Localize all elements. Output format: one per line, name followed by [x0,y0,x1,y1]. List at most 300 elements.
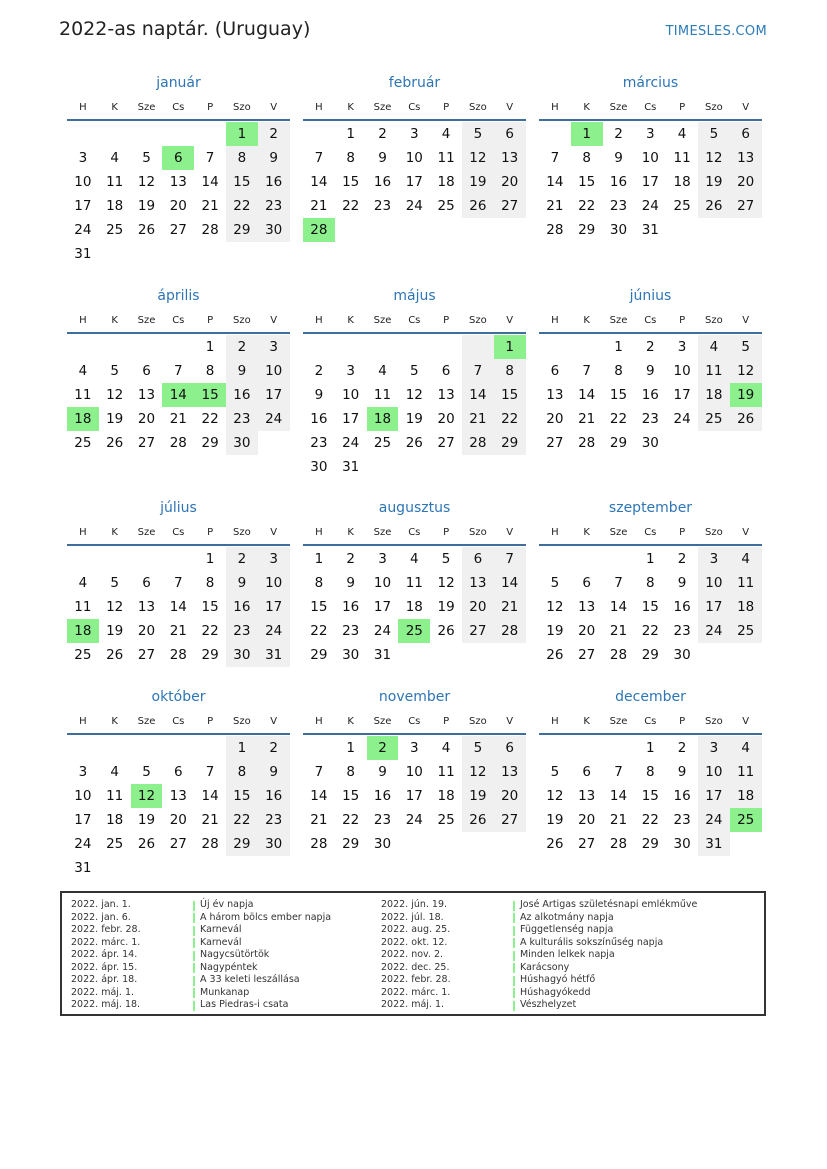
day-cell: 28 [578,435,596,451]
day-cell: 9 [226,359,258,383]
weekday-label: Cs [172,102,185,113]
day-cell: 7 [205,764,215,780]
month-calendar [303,498,526,667]
day-cell: 6 [494,122,526,146]
day-cell: 24 [698,808,730,832]
weekday-label: Cs [172,716,185,727]
day-cell: 11 [74,599,92,615]
day-cell: 13 [137,387,156,403]
day-cell: 6 [142,363,151,379]
day-cell: 15 [310,599,328,615]
day-cell: 12 [698,146,730,170]
weekday-label: Sze [373,102,392,113]
day-cell: 31 [74,246,92,262]
day-cell: 2 [677,740,687,756]
day-cell: 18 [405,599,423,615]
day-cell: 5 [110,575,119,591]
day-cell: 16 [673,788,691,804]
month-calendar [539,286,762,455]
legend-date: 2022. jan. 1. [71,899,131,910]
day-grid [67,122,290,266]
day-cell: 28 [169,435,187,451]
day-cell: 6 [441,363,451,379]
day-cell: 4 [677,126,687,142]
day-cell: 17 [258,595,290,619]
empty-cell [99,736,131,760]
day-cell: 26 [730,407,762,431]
empty-cell [335,335,367,359]
day-cell: 9 [645,363,655,379]
day-cell: 30 [673,836,691,852]
day-cell: 7 [314,150,324,166]
day-cell: 27 [137,647,156,663]
day-cell: 21 [462,407,494,431]
day-cell: 27 [578,647,596,663]
day-cell: 25 [673,198,691,214]
weekday-label: V [270,315,278,326]
holiday-day-cell: 15 [194,383,226,407]
day-cell: 27 [494,194,526,218]
weekday-header [303,522,526,544]
day-cell: 6 [582,764,591,780]
day-cell: 26 [405,435,423,451]
day-grid [303,335,526,479]
day-cell: 11 [373,387,392,403]
day-cell: 7 [494,547,526,571]
day-cell: 30 [226,643,258,667]
day-cell: 19 [462,784,494,808]
day-grid [539,335,762,455]
day-cell: 23 [226,407,258,431]
day-cell: 3 [258,547,290,571]
day-cell: 30 [342,647,360,663]
day-cell: 24 [641,198,659,214]
legend-holiday-name: Az alkotmány napja [520,911,614,923]
day-cell: 21 [609,812,628,828]
day-cell: 8 [645,764,655,780]
day-cell: 12 [462,760,494,784]
day-cell: 4 [110,150,119,166]
weekday-label: P [443,102,450,113]
day-cell: 27 [494,808,526,832]
day-cell: 17 [342,411,360,427]
weekday-label: Szo [469,716,487,727]
month-name: szeptember [608,500,693,516]
day-cell: 12 [546,599,564,615]
legend-marker [513,913,515,923]
day-cell: 23 [258,808,290,832]
day-cell: 21 [609,623,628,639]
weekday-label: K [111,315,118,326]
day-cell: 13 [494,146,526,170]
empty-cell [539,736,571,760]
weekday-label: H [551,716,559,727]
day-cell: 9 [378,764,387,780]
header-rule [303,119,526,121]
weekday-label: Cs [644,716,657,727]
day-cell: 5 [462,122,494,146]
day-cell: 8 [314,575,324,591]
weekday-label: P [207,527,214,538]
day-cell: 26 [546,836,564,852]
day-cell: 24 [74,836,92,852]
day-cell: 19 [698,170,730,194]
day-cell: 29 [342,836,360,852]
day-cell: 19 [405,411,423,427]
day-cell: 23 [673,812,691,828]
weekday-label: Szo [469,315,487,326]
weekday-label: K [111,527,118,538]
day-cell: 29 [578,222,596,238]
day-cell: 10 [74,174,92,190]
legend-date: 2022. máj. 18. [71,999,141,1010]
legend-date: 2022. márc. 1. [71,936,141,948]
day-cell: 13 [494,760,526,784]
day-cell: 15 [342,174,360,190]
empty-cell [131,122,163,146]
header-rule [67,544,290,546]
legend-holiday-name: A 33 keleti leszállása [200,974,300,985]
day-cell: 28 [494,619,526,643]
day-cell: 5 [730,335,762,359]
day-cell: 2 [614,126,623,142]
legend-date: 2022. dec. 25. [381,961,450,973]
weekday-label: Cs [644,527,657,538]
month-name: október [151,689,206,705]
day-cell: 18 [437,174,455,190]
empty-cell [303,736,335,760]
page-title: 2022-as naptár. (Uruguay) [59,18,311,40]
day-cell: 12 [437,575,455,591]
day-cell: 26 [137,836,156,852]
empty-cell [539,335,571,359]
day-cell: 29 [609,435,628,451]
legend-marker [513,901,515,911]
day-cell: 19 [137,812,156,828]
day-cell: 1 [226,736,258,760]
empty-cell [67,547,99,571]
day-cell: 5 [142,764,151,780]
legend-marker [193,926,195,936]
day-cell: 8 [205,363,215,379]
weekday-label: V [270,102,278,113]
day-cell: 13 [546,387,564,403]
holiday-day-cell: 18 [67,619,99,643]
month-name: április [157,288,200,304]
weekday-label: V [506,315,514,326]
day-cell: 1 [314,551,324,567]
day-cell: 25 [437,812,455,828]
weekday-label: H [315,527,323,538]
day-cell: 30 [258,832,290,856]
weekday-label: H [315,102,323,113]
brand-link[interactable]: TIMESLES.COM [665,24,767,39]
month-calendar [539,73,762,242]
day-cell: 23 [310,435,328,451]
day-cell: 20 [730,170,762,194]
day-cell: 3 [346,363,355,379]
day-cell: 24 [405,198,423,214]
weekday-label: V [506,527,514,538]
day-cell: 2 [314,363,324,379]
day-cell: 27 [730,194,762,218]
day-cell: 4 [378,363,387,379]
holiday-day-cell: 12 [131,784,163,808]
day-cell: 21 [201,198,219,214]
day-cell: 16 [373,174,392,190]
day-cell: 21 [169,623,187,639]
legend-date: 2022. nov. 2. [381,949,444,960]
empty-cell [462,335,494,359]
day-cell: 2 [645,339,655,355]
day-cell: 22 [226,808,258,832]
day-cell: 24 [673,411,691,427]
day-cell: 3 [378,551,387,567]
day-cell: 6 [494,736,526,760]
weekday-header [539,310,762,332]
day-cell: 20 [578,812,596,828]
day-cell: 25 [74,435,92,451]
day-cell: 4 [730,547,762,571]
empty-cell [571,335,603,359]
day-cell: 21 [578,411,596,427]
day-cell: 6 [550,363,560,379]
day-cell: 17 [698,784,730,808]
legend-marker [193,951,195,961]
weekday-label: K [583,716,590,727]
legend-date: 2022. máj. 1. [381,999,445,1010]
day-cell: 29 [201,435,219,451]
weekday-label: Szo [469,527,487,538]
header-rule [539,733,762,735]
day-cell: 29 [226,218,258,242]
weekday-label: Sze [609,527,628,538]
holiday-day-cell: 19 [730,383,762,407]
day-cell: 10 [74,788,92,804]
month-name: november [378,689,451,705]
weekday-label: Szo [705,527,723,538]
day-cell: 3 [78,150,88,166]
day-cell: 31 [74,860,92,876]
holiday-day-cell: 28 [303,218,335,242]
weekday-label: K [583,102,590,113]
day-cell: 28 [201,222,219,238]
legend-holiday-name: Nagypéntek [200,961,258,973]
header-rule [303,544,526,546]
day-cell: 16 [226,595,258,619]
day-cell: 25 [106,836,124,852]
day-cell: 30 [226,431,258,455]
legend-marker [513,988,515,998]
day-cell: 2 [226,335,258,359]
day-cell: 1 [346,126,355,142]
day-cell: 5 [110,363,119,379]
day-cell: 13 [169,788,187,804]
day-cell: 5 [550,575,560,591]
day-cell: 29 [494,431,526,455]
legend-marker [513,1001,515,1011]
day-cell: 16 [641,387,659,403]
holiday-day-cell: 18 [367,407,399,431]
day-cell: 30 [310,459,328,475]
day-cell: 15 [494,383,526,407]
weekday-label: H [79,716,87,727]
day-cell: 22 [494,407,526,431]
header-rule [67,119,290,121]
day-cell: 14 [546,174,564,190]
empty-cell [162,122,194,146]
header-rule [303,733,526,735]
month-calendar [67,73,290,266]
day-cell: 5 [409,363,419,379]
weekday-label: P [443,527,450,538]
day-cell: 10 [698,571,730,595]
day-cell: 15 [226,784,258,808]
day-cell: 8 [205,575,215,591]
day-cell: 27 [169,836,187,852]
month-name: június [629,288,672,304]
day-cell: 20 [462,595,494,619]
day-cell: 3 [409,126,419,142]
day-cell: 27 [437,435,455,451]
legend-holiday-name: Húshagyó hétfő [520,974,596,985]
day-cell: 26 [437,623,455,639]
day-cell: 7 [614,575,623,591]
day-cell: 9 [258,146,290,170]
day-cell: 3 [698,736,730,760]
legend-date: 2022. aug. 25. [381,924,451,935]
day-cell: 17 [641,174,659,190]
day-cell: 18 [437,788,455,804]
day-cell: 10 [258,359,290,383]
month-calendar [67,498,290,667]
day-cell: 10 [405,764,423,780]
day-cell: 10 [698,760,730,784]
weekday-label: H [551,527,559,538]
day-cell: 28 [609,836,628,852]
day-grid [539,736,762,856]
empty-cell [67,122,99,146]
day-cell: 16 [226,383,258,407]
day-cell: 25 [74,647,92,663]
legend-marker [193,901,195,911]
day-cell: 2 [378,126,387,142]
day-cell: 12 [106,387,124,403]
day-cell: 11 [698,359,730,383]
weekday-label: Szo [705,716,723,727]
weekday-label: P [443,716,450,727]
day-cell: 6 [173,764,183,780]
day-cell: 26 [546,647,564,663]
weekday-label: H [79,315,87,326]
day-cell: 11 [74,387,92,403]
day-cell: 18 [730,595,762,619]
day-cell: 6 [142,575,151,591]
day-cell: 1 [645,551,655,567]
day-cell: 8 [582,150,591,166]
day-cell: 24 [373,623,392,639]
legend-date: 2022. jan. 6. [71,911,131,923]
weekday-label: Szo [705,315,723,326]
day-cell: 4 [78,575,88,591]
day-cell: 22 [342,812,360,828]
day-cell: 20 [169,812,187,828]
day-cell: 23 [673,623,691,639]
day-cell: 28 [201,836,219,852]
day-cell: 28 [310,836,328,852]
weekday-label: P [679,315,686,326]
weekday-label: Sze [137,716,156,727]
day-cell: 1 [614,339,623,355]
day-cell: 2 [677,551,687,567]
empty-cell [99,335,131,359]
month-name: december [615,689,686,705]
day-cell: 21 [201,812,219,828]
day-cell: 25 [106,222,124,238]
legend-marker [513,976,515,986]
header-rule [539,544,762,546]
day-cell: 5 [698,122,730,146]
day-cell: 19 [437,599,455,615]
day-cell: 14 [201,174,219,190]
day-cell: 28 [546,222,564,238]
weekday-label: V [506,102,514,113]
day-cell: 19 [546,812,564,828]
day-cell: 11 [730,760,762,784]
empty-cell [571,547,603,571]
header-rule [67,733,290,735]
weekday-label: Szo [233,102,251,113]
day-cell: 27 [578,836,596,852]
weekday-label: Sze [609,315,628,326]
day-cell: 12 [730,359,762,383]
day-cell: 26 [106,647,124,663]
day-grid [303,547,526,667]
holiday-legend [60,891,766,1016]
month-calendar [67,286,290,455]
empty-cell [67,335,99,359]
weekday-label: Szo [233,527,251,538]
legend-marker [513,951,515,961]
weekday-label: V [742,315,750,326]
day-cell: 23 [226,619,258,643]
weekday-header [539,97,762,119]
day-cell: 18 [698,383,730,407]
weekday-label: Sze [609,716,628,727]
day-cell: 16 [342,599,360,615]
day-cell: 15 [342,788,360,804]
month-calendar [303,286,526,479]
weekday-label: Cs [644,102,657,113]
legend-holiday-name: A kulturális sokszínűség napja [520,936,664,948]
day-cell: 28 [609,647,628,663]
day-cell: 8 [346,764,355,780]
weekday-label: K [347,527,354,538]
weekday-header [303,711,526,733]
weekday-label: Cs [408,527,421,538]
day-cell: 7 [614,764,623,780]
day-cell: 8 [494,359,526,383]
weekday-label: Cs [172,315,185,326]
month-name: január [156,75,201,91]
weekday-label: V [742,716,750,727]
day-cell: 4 [730,736,762,760]
day-cell: 11 [437,150,455,166]
day-cell: 2 [258,122,290,146]
empty-cell [194,122,226,146]
day-cell: 12 [462,146,494,170]
legend-holiday-name: Vészhelyzet [520,999,577,1010]
